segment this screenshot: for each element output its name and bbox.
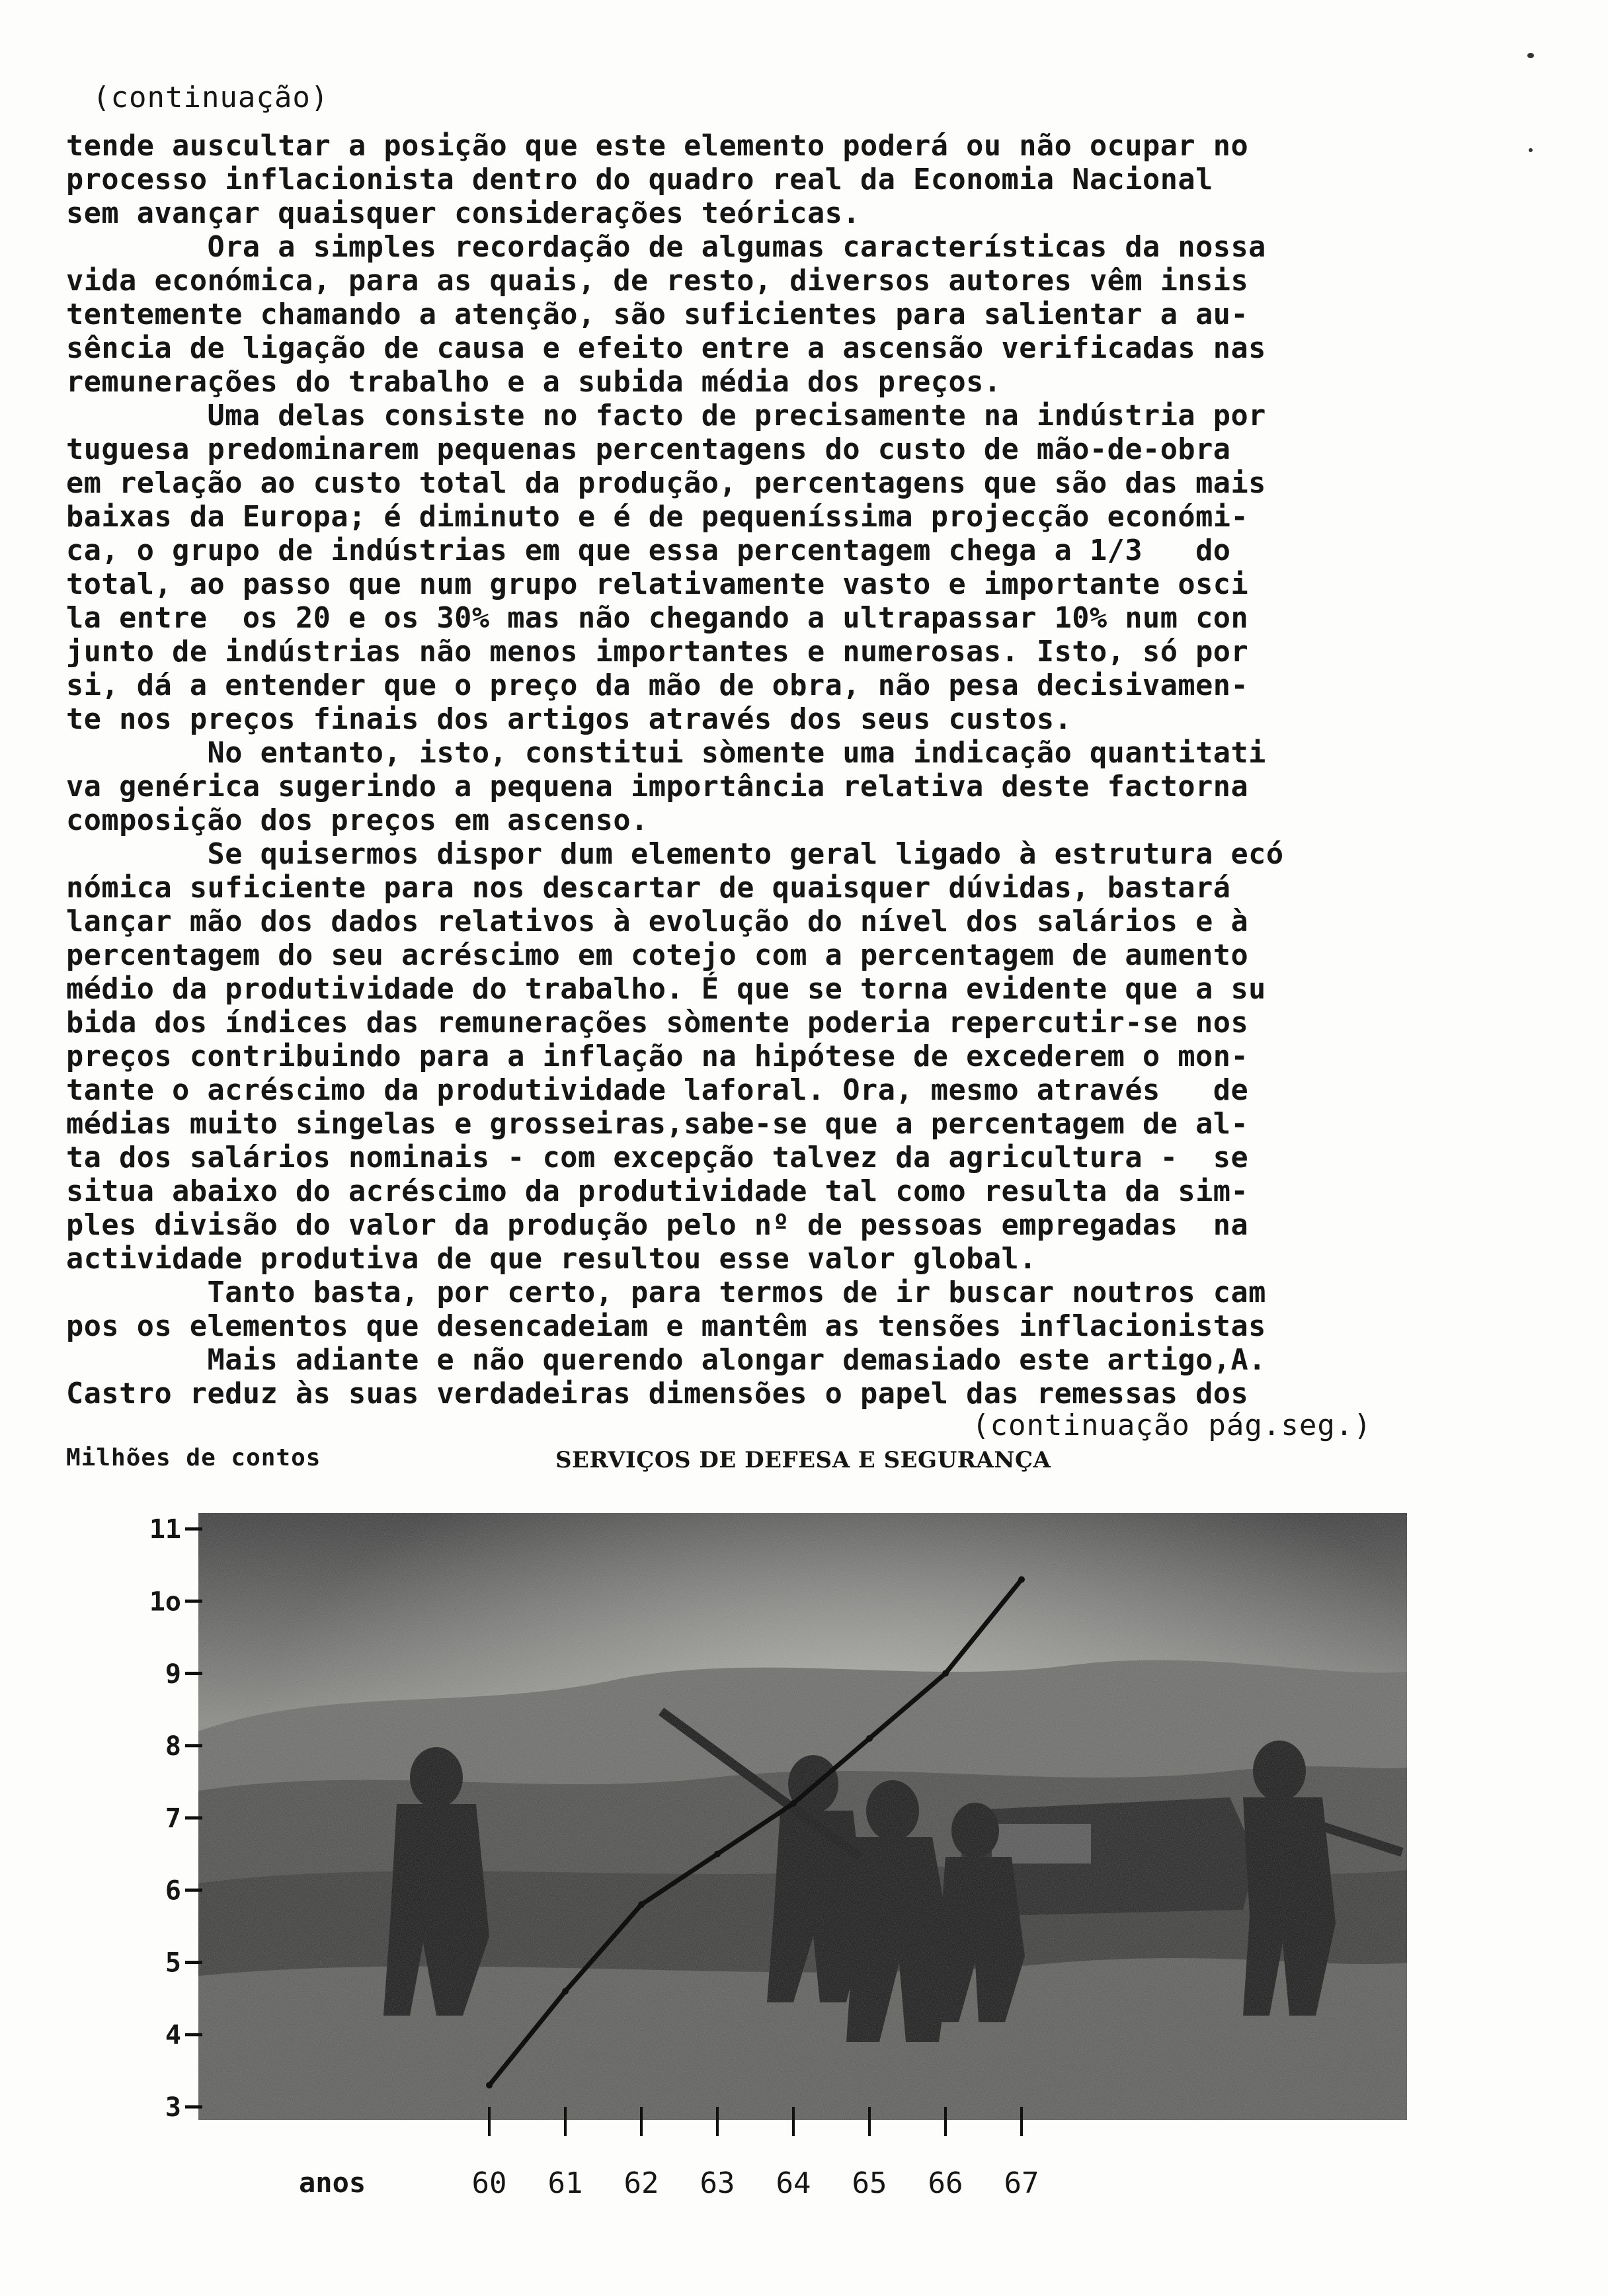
x-tick-label: 62 [623,2166,659,2200]
x-tick-label: 61 [547,2166,583,2200]
article-line: baixas da Europa; é diminuto e é de pequeníssima projecção económi- [66,501,1249,534]
article-line: sência de ligação de causa e efeito entre a ascensão verificadas nas [66,332,1266,365]
continuation-heading: (continuação) [93,81,329,114]
article-line: nómica suficiente para nos descartar de quaisquer dúvidas, bastará [66,872,1231,905]
data-point [790,1800,797,1807]
article-line: Se quisermos dispor dum elemento geral ligado à estrutura ecó [66,838,1284,871]
article-line: tende auscultar a posição que este elemento poderá ou não ocupar no [66,130,1249,163]
data-point [638,1901,645,1908]
article-line: vida económica, para as quais, de resto, diversos autores vêm insis [66,265,1249,298]
x-tick-label: 60 [471,2166,507,2200]
y-tick-label: 11 [149,1514,181,1545]
y-tick-label: 3 [165,2092,181,2123]
article-line: No entanto, isto, constitui sòmente uma indicação quantitati [66,737,1266,770]
data-point [942,1670,949,1677]
data-point [486,2082,493,2088]
article-line: lançar mão dos dados relativos à evolução do nível dos salários e à [66,905,1249,938]
data-point [562,1988,569,1994]
article-line: tuguesa predominarem pequenas percentagens do custo de mão-de-obra [66,433,1231,466]
y-tick-label: 4 [165,2020,181,2051]
series-line [489,1579,1022,2085]
article-line: sem avançar quaisquer considerações teóricas. [66,197,861,230]
y-axis [149,1514,202,2123]
y-tick-label: 1o [149,1586,181,1618]
article-line: Tanto basta, por certo, para termos de ir buscar noutros cam [66,1276,1266,1309]
x-tick-label: 63 [700,2166,735,2200]
data-point [866,1735,873,1742]
x-tick-label: 66 [928,2166,963,2200]
chart-y-axis-label: Milhões de contos [66,1444,321,1471]
article-line: va genérica sugerindo a pequena importância relativa deste factorna [66,770,1249,803]
article-line: Ora a simples recordação de algumas características da nossa [66,231,1266,264]
article-line: ples divisão do valor da produção pelo nº de pessoas empregadas na [66,1209,1249,1242]
x-tick-label: 64 [776,2166,811,2200]
article-line: pos os elementos que desencadeiam e mantêm as tensões inflacionistas [66,1310,1266,1343]
article-line: junto de indústrias não menos importantes e numerosas. Isto, só por [66,636,1249,669]
x-tick-label: 67 [1004,2166,1039,2200]
article-line: bida dos índices das remunerações sòmente poderia repercutir-se nos [66,1006,1249,1040]
article-line: ta dos salários nominais - com excepção talvez da agricultura - se [66,1141,1249,1174]
y-tick-label: 6 [165,1875,181,1906]
y-tick-label: 7 [165,1803,181,1834]
article-line: em relação ao custo total da produção, percentagens que são das mais [66,467,1266,500]
article-line: percentagem do seu acréscimo em cotejo com a percentagem de aumento [66,939,1249,972]
article-line: composição dos preços em ascenso. [66,804,649,837]
data-point [714,1851,721,1858]
article-line: Uma delas consiste no facto de precisamente na indústria por [66,399,1266,432]
article-line: si, dá a entender que o preço da mão de obra, não pesa decisivamen- [66,669,1249,702]
ink-speck [1527,53,1534,58]
y-tick-label: 9 [165,1659,181,1690]
article-line: tante o acréscimo da produtividade laforal. Ora, mesmo através de [66,1074,1249,1107]
article-line: remunerações do trabalho e a subida média dos preços. [66,366,1002,399]
chart-title: SERVIÇOS DE DEFESA E SEGURANÇA [555,1447,1051,1473]
continuation-next-page: (continuação pág.seg.) [972,1409,1372,1442]
ink-speck [1529,148,1533,152]
article-line: médio da produtividade do trabalho. É que se torna evidente que a su [66,973,1266,1006]
article-line: la entre os 20 e os 30% mas não chegando a ultrapassar 10% num con [66,602,1249,635]
article-line: preços contribuindo para a inflação na hipótese de excederem o mon- [66,1040,1249,1073]
article-line: processo inflacionista dentro do quadro real da Economia Nacional [66,163,1213,196]
article-line: total, ao passo que num grupo relativamente vasto e importante osci [66,568,1249,601]
article-line: Castro reduz às suas verdadeiras dimensões o papel das remessas dos [66,1377,1249,1411]
data-point [1018,1576,1025,1582]
article-line: Mais adiante e não querendo alongar demasiado este artigo,A. [66,1344,1266,1377]
article-line: tentemente chamando a atenção, são suficientes para salientar a au- [66,298,1249,331]
article-line: ca, o grupo de indústrias em que essa percentagem chega a 1/3 do [66,534,1231,567]
chart-x-axis-label: anos [299,2166,366,2199]
chart-series [486,1576,1025,2088]
x-tick-label: 65 [852,2166,887,2200]
y-tick-label: 8 [165,1731,181,1762]
article-line: situa abaixo do acréscimo da produtividade tal como resulta da sim- [66,1175,1249,1208]
article-line: te nos preços finais dos artigos através dos seus custos. [66,703,1072,736]
x-axis [472,2107,1039,2200]
y-tick-label: 5 [165,1948,181,1979]
article-line: médias muito singelas e grosseiras,sabe-se que a percentagem de al- [66,1108,1249,1141]
article-line: actividade produtiva de que resultou esse valor global. [66,1243,1037,1276]
